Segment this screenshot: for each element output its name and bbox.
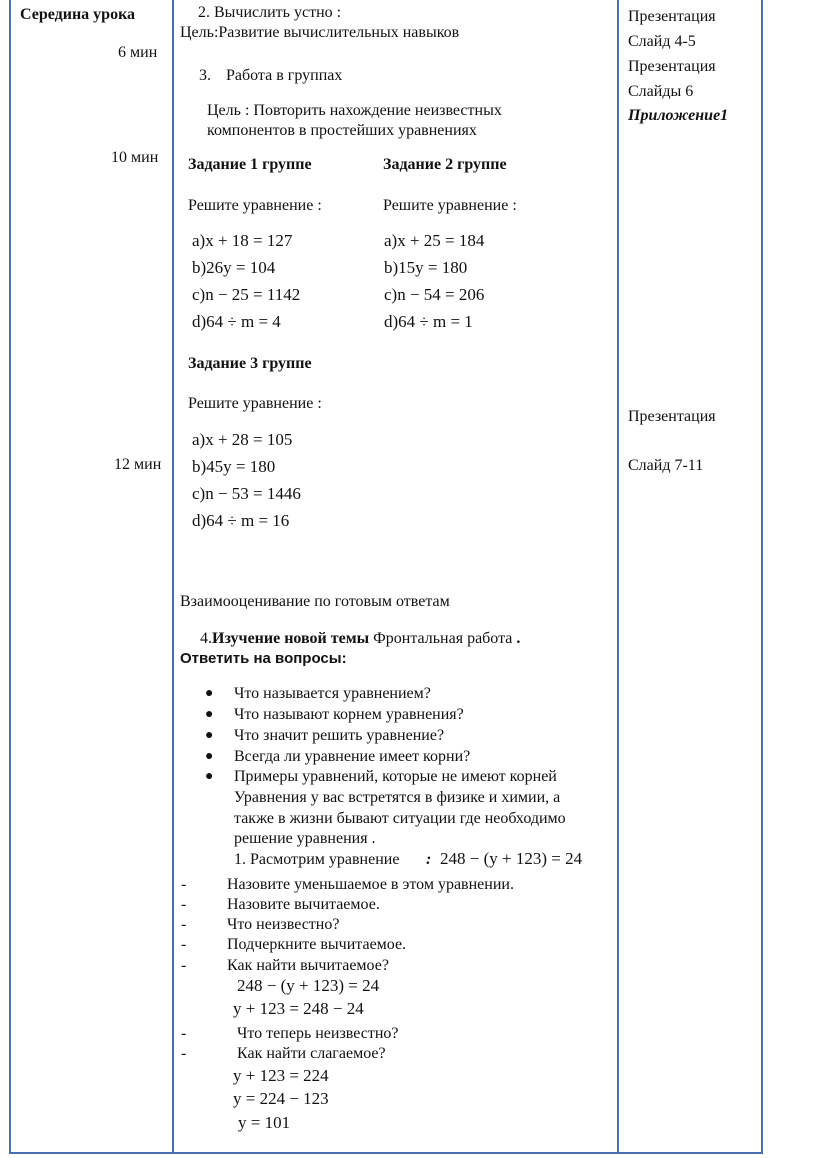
group-3-title: Задание 3 группе <box>188 355 312 372</box>
task-item-4-number: 4. <box>200 630 212 647</box>
task-item-4-mode: Фронтальная работа <box>369 630 513 647</box>
dash-marker: - <box>181 916 187 933</box>
equation: y = 224 − 123 <box>233 1089 329 1108</box>
consider-equation-label: 1. Расмотрим уравнение <box>234 851 400 868</box>
resource-label: Презентация <box>628 58 716 75</box>
step-item: Назовите уменьшаемое в этом уравнении. <box>227 876 514 893</box>
task-goal: компонентов в простейших уравнениях <box>207 122 477 139</box>
dash-marker: - <box>181 876 187 893</box>
step-item: Что неизвестно? <box>227 916 340 933</box>
time-label: 12 мин <box>114 456 162 473</box>
group-1-title: Задание 1 группе <box>188 156 312 173</box>
answer-questions: Ответить на вопросы: <box>180 650 347 667</box>
time-label: 6 мин <box>118 44 158 61</box>
bullet-icon: ● <box>205 707 214 722</box>
paragraph-line: также в жизни бывают ситуации где необходимо <box>234 810 566 827</box>
equation: c)n − 25 = 1142 <box>192 285 301 304</box>
step-item: Подчеркните вычитаемое. <box>227 936 407 953</box>
column-divider <box>617 0 619 1152</box>
task-goal: Цель : Повторить нахождение неизвестных <box>207 102 502 119</box>
dash-marker: - <box>181 957 187 974</box>
task-item-3-number: 3. <box>199 67 211 84</box>
question-item: Всегда ли уравнение имеет корни? <box>234 748 471 765</box>
stage-header: Середина урока <box>20 6 136 23</box>
peer-assessment: Взаимооценивание по готовым ответам <box>180 593 450 610</box>
question-item: Что называют корнем уравнения? <box>234 706 464 723</box>
equation: d)64 ÷ m = 4 <box>192 312 281 331</box>
question-item: Что называется уравнением? <box>234 685 431 702</box>
equation: y + 123 = 224 <box>233 1066 329 1085</box>
resource-label: Слайды 6 <box>628 83 694 100</box>
equation: a)x + 18 = 127 <box>192 231 293 250</box>
step-item: Как найти вычитаемое? <box>227 957 389 974</box>
instruction: Решите уравнение : <box>188 395 322 412</box>
column-divider <box>172 0 174 1152</box>
paragraph-line: решение уравнения . <box>234 830 376 847</box>
dash-marker: - <box>181 896 187 913</box>
bullet-icon: ● <box>205 749 214 764</box>
dash-marker: - <box>181 936 187 953</box>
equation: 248 − (y + 123) = 24 <box>440 849 583 868</box>
equation: d)64 ÷ m = 16 <box>192 511 290 530</box>
equation: b)15y = 180 <box>384 258 468 277</box>
step-item: Что теперь неизвестно? <box>237 1025 399 1042</box>
bullet-icon: ● <box>205 769 214 784</box>
task-item-4 <box>200 629 520 649</box>
question-item: Что значит решить уравнение? <box>234 727 445 744</box>
task-item-4-title: Изучение новой темы <box>212 630 370 647</box>
paragraph-line: Уравнения у вас встретятся в физике и химии, а <box>234 789 561 806</box>
question-item: Примеры уравнений, которые не имеют корней <box>234 768 557 785</box>
equation: b)26y = 104 <box>192 258 276 277</box>
equation: 248 − (y + 123) = 24 <box>237 976 380 995</box>
instruction: Решите уравнение : <box>383 197 517 214</box>
resource-label: Слайд 4-5 <box>628 33 696 50</box>
equation: b)45y = 180 <box>192 457 276 476</box>
appendix-label: Приложение1 <box>628 107 729 124</box>
time-label: 10 мин <box>111 149 159 166</box>
resource-label: Презентация <box>628 408 716 425</box>
equation: y + 123 = 248 − 24 <box>233 999 364 1018</box>
bullet-icon: ● <box>205 728 214 743</box>
task-item-4-dot: . <box>512 630 521 647</box>
step-item: Назовите вычитаемое. <box>227 896 380 913</box>
equation: y = 101 <box>238 1113 291 1132</box>
equation: a)x + 25 = 184 <box>384 231 485 250</box>
consider-colon: : <box>426 851 432 868</box>
equation: c)n − 54 = 206 <box>384 285 485 304</box>
task-goal: Цель:Развитие вычислительных навыков <box>180 24 460 41</box>
dash-marker: - <box>181 1045 187 1062</box>
task-item-2: 2. Вычислить устно : <box>198 4 342 21</box>
bullet-icon: ● <box>205 686 214 701</box>
group-2-title: Задание 2 группе <box>383 156 507 173</box>
task-item-3: Работа в группах <box>226 67 343 84</box>
resource-label: Презентация <box>628 8 716 25</box>
equation: a)x + 28 = 105 <box>192 430 293 449</box>
dash-marker: - <box>181 1025 187 1042</box>
step-item: Как найти слагаемое? <box>237 1045 386 1062</box>
equation: d)64 ÷ m = 1 <box>384 312 473 331</box>
resource-label: Слайд 7-11 <box>628 457 704 474</box>
equation: c)n − 53 = 1446 <box>192 484 301 503</box>
instruction: Решите уравнение : <box>188 197 322 214</box>
